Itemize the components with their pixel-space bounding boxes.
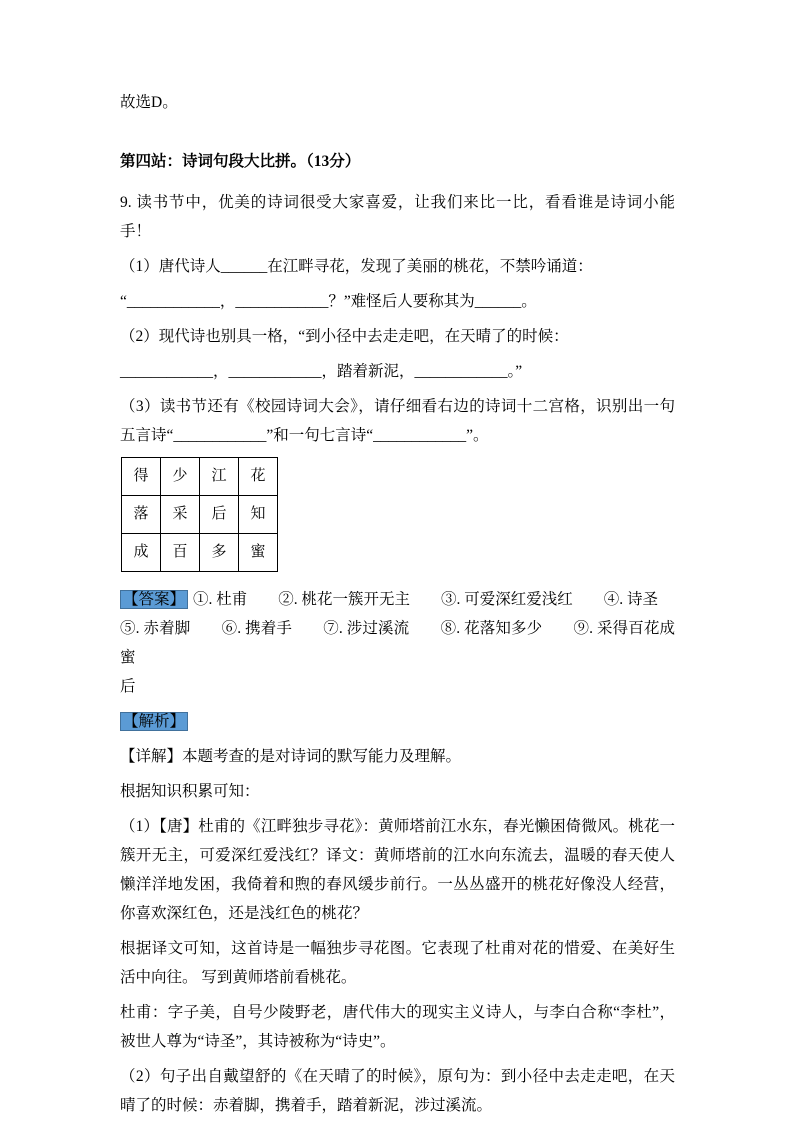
- previous-answer-text: 故选D。: [120, 94, 178, 111]
- grid-cell: 知: [239, 496, 278, 534]
- analysis-paragraph-5: （2）句子出自戴望舒的《在天晴了的时候》，原句为：到小径中去走走吧，在天晴了的时候：赤着脚，携着手，踏着新泥，涉过溪流。: [120, 1068, 675, 1114]
- section-heading: 第四站：诗词句段大比拼。（13分）: [120, 153, 361, 170]
- analysis-label: 【解析】: [120, 712, 188, 731]
- analysis-paragraph-3: 根据译文可知，这首诗是一幅独步寻花图。它表现了杜甫对花的惜爱、在美好生活中向往。 写到黄师塔前看桃花。: [120, 940, 675, 986]
- answer-line-2: ⑤. 赤着脚 ⑥. 携着手 ⑦. 涉过溪流 ⑧. 花落知多少 ⑨. 采得百花成蜜: [120, 620, 675, 666]
- grid-cell: 花: [239, 458, 278, 496]
- grid-cell: 百: [161, 534, 200, 572]
- grid-cell: 多: [200, 534, 239, 572]
- poem-grid-table: [121, 457, 278, 572]
- answer-label: 【答案】: [120, 590, 188, 609]
- grid-cell: 少: [161, 458, 200, 496]
- table-row: [122, 496, 278, 534]
- answer-paragraph: [120, 585, 675, 701]
- question-9-part2-line1: （2）现代诗也别具一格，“到小径中去走走吧，在天晴了的时候：: [120, 328, 569, 345]
- analysis-label-paragraph: [120, 707, 675, 736]
- answer-line-1: ①. 杜甫 ②. 桃花一簇开无主 ③. 可爱深红爱浅红 ④. 诗圣: [193, 591, 659, 608]
- grid-cell: 蜜: [239, 534, 278, 572]
- table-row: [122, 458, 278, 496]
- question-9-part1-line1: （1）唐代诗人______在江畔寻花，发现了美丽的桃花，不禁吟诵道：: [120, 258, 593, 275]
- grid-cell: 得: [122, 458, 161, 496]
- question-9-intro: 9. 读书节中，优美的诗词很受大家喜爱，让我们来比一比，看看谁是诗词小能手！: [120, 194, 675, 240]
- grid-cell: 江: [200, 458, 239, 496]
- question-9-part2-line2: ____________，____________，踏着新泥，____________。”: [120, 363, 523, 380]
- analysis-detail: 【详解】本题考查的是对诗词的默写能力及理解。: [120, 748, 462, 765]
- grid-cell: 成: [122, 534, 161, 572]
- analysis-paragraph-4: 杜甫：字子美，自号少陵野老，唐代伟大的现实主义诗人，与李白合称“李杜”，被世人尊为“诗圣”，其诗被称为“诗史”。: [120, 1004, 675, 1050]
- question-9-part1-line2: “____________，____________？”难怪后人要称其为______。: [120, 293, 537, 310]
- grid-cell: 后: [200, 496, 239, 534]
- analysis-paragraph-2: （1）【唐】杜甫的《江畔独步寻花》：黄师塔前江水东，春光懒困倚微风。桃花一簇开无主，可爱深红爱浅红？译文：黄师塔前的江水向东流去，温暖的春天使人懒洋洋地发困，我倚着和煦的春风缓步前行。一丛丛盛开的桃花好像没人经营，你喜欢深红色，还是浅红色的桃花？: [120, 818, 675, 922]
- table-row: [122, 534, 278, 572]
- question-9-part3: （3）读书节还有《校园诗词大会》，请仔细看右边的诗词十二宫格，识别出一句五言诗“____________”和一句七言诗“____________”。: [120, 398, 675, 444]
- answer-line-3: 后: [120, 678, 136, 695]
- grid-cell: 采: [161, 496, 200, 534]
- analysis-paragraph-1: 根据知识积累可知：: [120, 783, 260, 800]
- grid-cell: 落: [122, 496, 161, 534]
